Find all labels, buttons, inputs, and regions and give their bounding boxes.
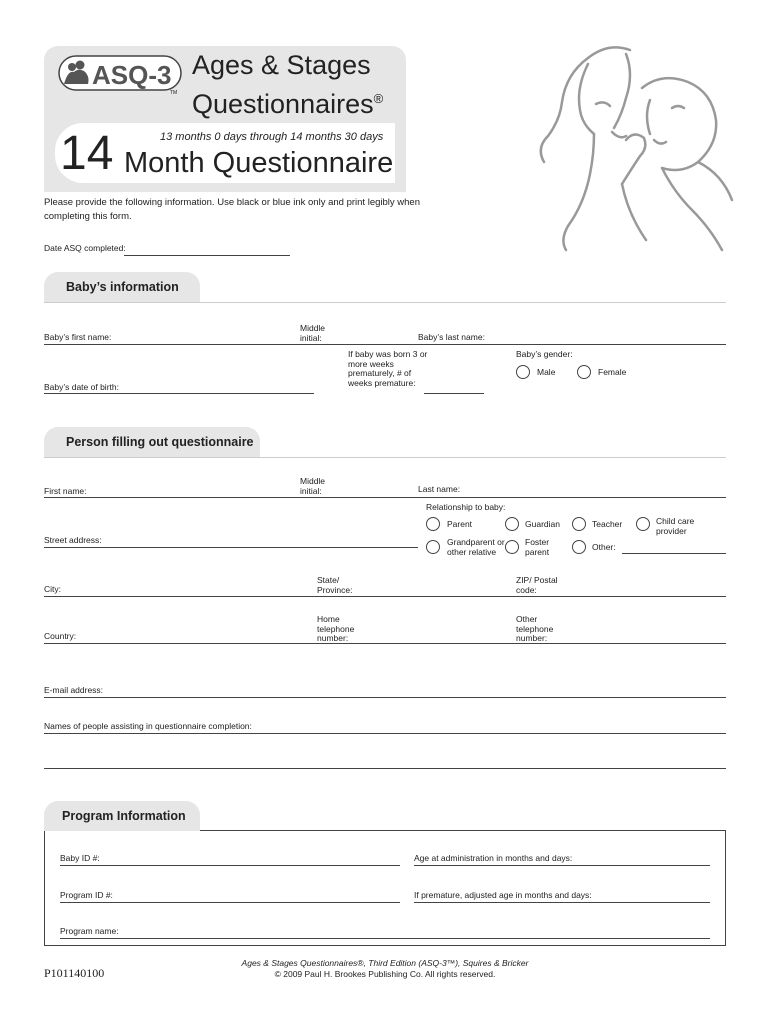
program-name-label: Program name: <box>60 926 119 936</box>
section-divider <box>44 302 726 303</box>
assisting-field-1[interactable] <box>44 733 726 734</box>
rel-guardian-label: Guardian <box>525 519 560 529</box>
mother-baby-illustration <box>522 44 748 258</box>
baby-dob-field[interactable] <box>44 393 314 394</box>
age-admin-label: Age at administration in months and days: <box>414 853 573 863</box>
street-address-field[interactable] <box>44 547 418 548</box>
rel-parent-radio[interactable] <box>426 517 440 531</box>
state-label: State/ Province: <box>317 575 353 595</box>
baby-id-label: Baby ID #: <box>60 853 100 863</box>
weeks-premature-field[interactable] <box>424 393 484 394</box>
rel-childcare-label: Child care provider <box>656 516 695 536</box>
email-label: E-mail address: <box>44 685 104 695</box>
baby-last-name-label: Baby’s last name: <box>418 332 485 342</box>
date-completed-field[interactable] <box>124 255 290 256</box>
rel-childcare-radio[interactable] <box>636 517 650 531</box>
person-name-field[interactable] <box>44 497 726 498</box>
gender-male-radio[interactable] <box>516 365 530 379</box>
footer-line-2: © 2009 Paul H. Brookes Publishing Co. All rights reserved. <box>274 969 496 979</box>
gender-female-radio[interactable] <box>577 365 591 379</box>
person-first-name-label: First name: <box>44 486 87 496</box>
email-field[interactable] <box>44 697 726 698</box>
city-label: City: <box>44 584 61 594</box>
rel-other-field[interactable] <box>622 553 726 554</box>
rel-other-radio[interactable] <box>572 540 586 554</box>
person-middle-initial-label: Middle initial: <box>300 476 326 496</box>
rel-grandparent-label: Grandparent or other relative <box>447 537 505 557</box>
babys-information-header: Baby’s information <box>44 272 200 302</box>
adjusted-age-field[interactable] <box>414 902 710 903</box>
country-phone-field[interactable] <box>44 643 726 644</box>
baby-middle-initial-label: Middle initial: <box>300 323 326 343</box>
relationship-label: Relationship to baby: <box>426 502 506 512</box>
date-completed-label: Date ASQ completed: <box>44 243 126 253</box>
other-phone-label: Other telephone number: <box>516 614 554 643</box>
rel-guardian-radio[interactable] <box>505 517 519 531</box>
footer-citation <box>200 958 570 980</box>
baby-first-name-label: Baby’s first name: <box>44 332 112 342</box>
rel-teacher-label: Teacher <box>592 519 623 529</box>
rel-other-label: Other: <box>592 542 616 552</box>
questionnaire-title: Month Questionnaire <box>124 147 394 179</box>
rel-teacher-radio[interactable] <box>572 517 586 531</box>
assisting-field-2[interactable] <box>44 768 726 769</box>
assisting-label: Names of people assisting in questionnaire completion: <box>44 721 252 731</box>
age-number: 14 <box>60 127 114 180</box>
asq3-logo <box>58 54 182 94</box>
gender-male-label: Male <box>537 367 556 377</box>
baby-dob-label: Baby’s date of birth: <box>44 382 119 392</box>
footer-line-1: Ages & Stages Questionnaires®, Third Edition (ASQ-3™), Squires & Bricker <box>241 958 529 968</box>
country-label: Country: <box>44 631 77 641</box>
rel-foster-label: Foster parent <box>525 537 550 557</box>
home-phone-label: Home telephone number: <box>317 614 355 643</box>
baby-name-field[interactable] <box>44 344 726 345</box>
program-id-label: Program ID #: <box>60 890 113 900</box>
city-state-zip-field[interactable] <box>44 596 726 597</box>
rel-grandparent-radio[interactable] <box>426 540 440 554</box>
program-id-field[interactable] <box>60 902 400 903</box>
zip-label: ZIP/ Postal code: <box>516 575 558 595</box>
rel-foster-radio[interactable] <box>505 540 519 554</box>
title-line-2: Questionnaires® <box>192 89 384 119</box>
program-info-box <box>44 830 726 946</box>
title-line-1: Ages & Stages <box>192 50 371 80</box>
rel-parent-label: Parent <box>447 519 473 529</box>
age-range: 13 months 0 days through 14 months 30 days <box>160 131 384 143</box>
svg-text:ASQ-3: ASQ-3 <box>92 60 172 90</box>
form-code: P101140100 <box>44 966 105 980</box>
logo-trademark: TM <box>170 90 178 96</box>
baby-id-field[interactable] <box>60 865 400 866</box>
baby-gender-label: Baby’s gender: <box>516 349 573 359</box>
program-name-field[interactable] <box>60 938 710 939</box>
instructions-text: Please provide the following information. Use black or blue ink only and print legibly when completing this form. <box>44 197 420 222</box>
street-address-label: Street address: <box>44 535 102 545</box>
person-last-name-label: Last name: <box>418 484 461 494</box>
age-admin-field[interactable] <box>414 865 710 866</box>
premature-label: If baby was born 3 or more weeks prematurely, # of weeks premature: <box>348 349 428 388</box>
adjusted-age-label: If premature, adjusted age in months and days: <box>414 890 592 900</box>
program-info-header: Program Information <box>44 801 200 831</box>
section-divider <box>44 457 726 458</box>
person-filling-header: Person filling out questionnaire <box>44 427 260 457</box>
gender-female-label: Female <box>598 367 627 377</box>
